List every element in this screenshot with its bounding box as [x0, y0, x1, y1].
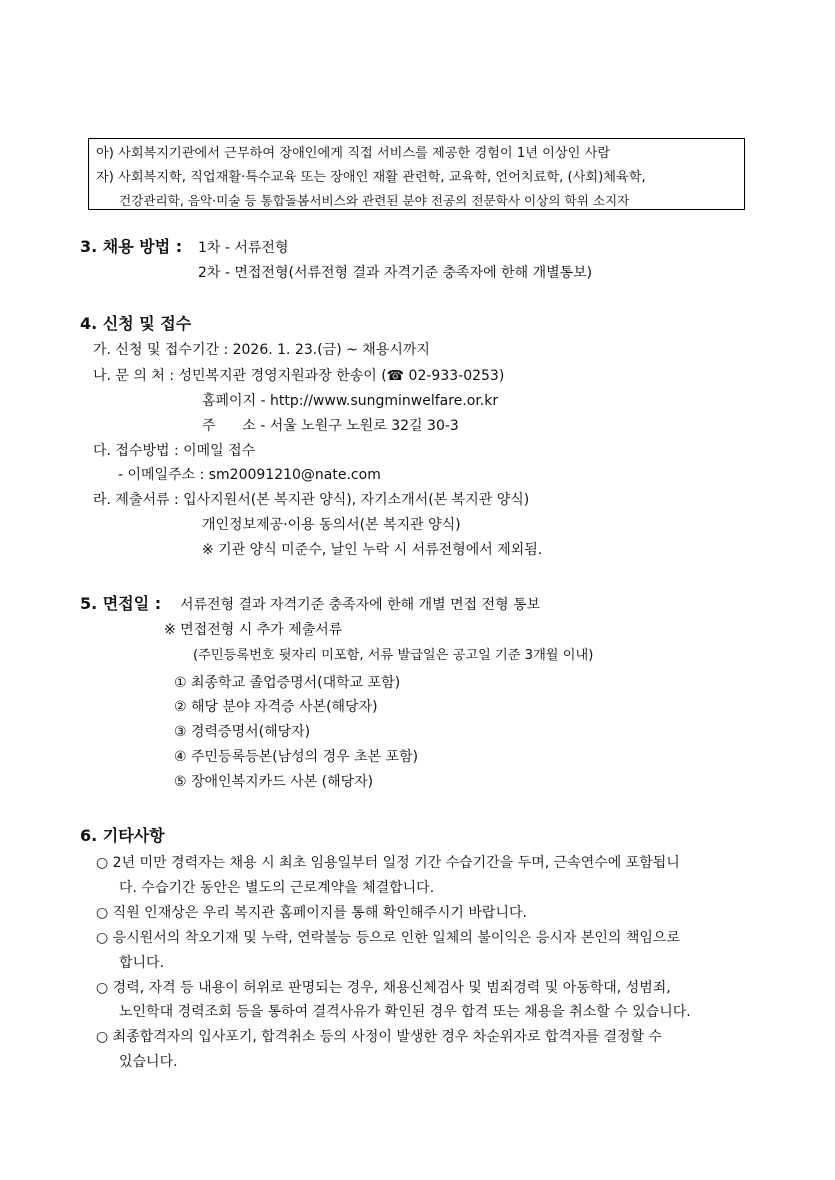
extra-doc-4: ④ 주민등록등본(남성의 경우 초본 포함)	[174, 749, 419, 765]
email-address: - 이메일주소 : sm20091210@nate.com	[118, 467, 381, 483]
qualification-line-a: 아) 사회복지기관에서 근무하여 장애인에게 직접 서비스를 제공한 경험이 1년 이상인 사람	[96, 146, 611, 161]
qualification-line-b: 자) 사회복지학, 직업재활·특수교육 또는 장애인 재활 관련학, 교육학, 언어치료학, (사회)체육학,	[96, 170, 646, 185]
recruit-method-1: 1차 - 서류전형	[198, 240, 289, 256]
documents-2: 개인정보제공·이용 동의서(본 복지관 양식)	[202, 517, 461, 533]
section-5-heading: 5. 면접일 :	[80, 594, 162, 613]
contact: 나. 문 의 처 : 성민복지관 경영지원과장 한송이 (☎ 02-933-0253)	[93, 368, 505, 384]
extra-doc-1: ① 최종학교 졸업증명서(대학교 포함)	[174, 675, 401, 691]
etc-5-cont: 있습니다.	[119, 1054, 178, 1070]
etc-3: ○ 응시원서의 착오기재 및 누락, 연락불능 등으로 인한 일체의 불이익은 응시자 본인의 책임으로	[96, 930, 680, 946]
extra-doc-5: ⑤ 장애인복지카드 사본 (해당자)	[174, 774, 374, 790]
etc-1-cont: 다. 수습기간 동안은 별도의 근로계약을 체결합니다.	[119, 880, 435, 896]
etc-2: ○ 직원 인재상은 우리 복지관 홈페이지를 통해 확인해주시기 바랍니다.	[96, 905, 527, 921]
interview-sub: (주민등록번호 뒷자리 미포함, 서류 발급일은 공고일 기준 3개월 이내)	[193, 648, 594, 663]
etc-3-cont: 합니다.	[119, 955, 165, 971]
interview-text: 서류전형 결과 자격기준 충족자에 한해 개별 면접 전형 통보	[180, 597, 541, 613]
section-3-heading: 3. 채용 방법 :	[80, 237, 183, 256]
apply-method: 다. 접수방법 : 이메일 접수	[93, 443, 256, 459]
recruit-method-2: 2차 - 면접전형(서류전형 결과 자격기준 충족자에 한해 개별통보)	[198, 265, 593, 281]
documents-note: ※ 기관 양식 미준수, 날인 누락 시 서류전형에서 제외됨.	[202, 542, 543, 558]
etc-4-cont: 노인학대 경력조회 등을 통하여 결격사유가 확인된 경우 합격 또는 채용을 취소할 수 있습니다.	[119, 1004, 691, 1020]
interview-note: ※ 면접전형 시 추가 제출서류	[164, 622, 343, 638]
documents: 라. 제출서류 : 입사지원서(본 복지관 양식), 자기소개서(본 복지관 양식)	[93, 492, 530, 508]
apply-period: 가. 신청 및 접수기간 : 2026. 1. 23.(금) ~ 채용시까지	[93, 342, 430, 358]
address: 주 소 - 서울 노원구 노원로 32길 30-3	[202, 418, 459, 434]
homepage: 홈페이지 - http://www.sungminwelfare.or.kr	[202, 393, 499, 409]
etc-4: ○ 경력, 자격 등 내용이 허위로 판명되는 경우, 채용신체검사 및 범죄경력 및 아동학대, 성범죄,	[96, 980, 671, 996]
qualification-line-b-cont: 건강관리학, 음악·미술 등 통합돌봄서비스와 관련된 분야 전공의 전문학사 이상의 학위 소지자	[119, 193, 630, 208]
extra-doc-3: ③ 경력증명서(해당자)	[174, 724, 311, 740]
extra-doc-2: ② 해당 분야 자격증 사본(해당자)	[174, 699, 378, 715]
etc-5: ○ 최종합격자의 입사포기, 합격취소 등의 사정이 발생한 경우 차순위자로 합격자를 결정할 수	[96, 1029, 663, 1045]
etc-1: ○ 2년 미만 경력자는 채용 시 최초 임용일부터 일정 기간 수습기간을 두며, 근속연수에 포함됩니	[96, 855, 680, 871]
section-6-heading: 6. 기타사항	[80, 826, 165, 845]
section-4-heading: 4. 신청 및 접수	[80, 314, 192, 333]
